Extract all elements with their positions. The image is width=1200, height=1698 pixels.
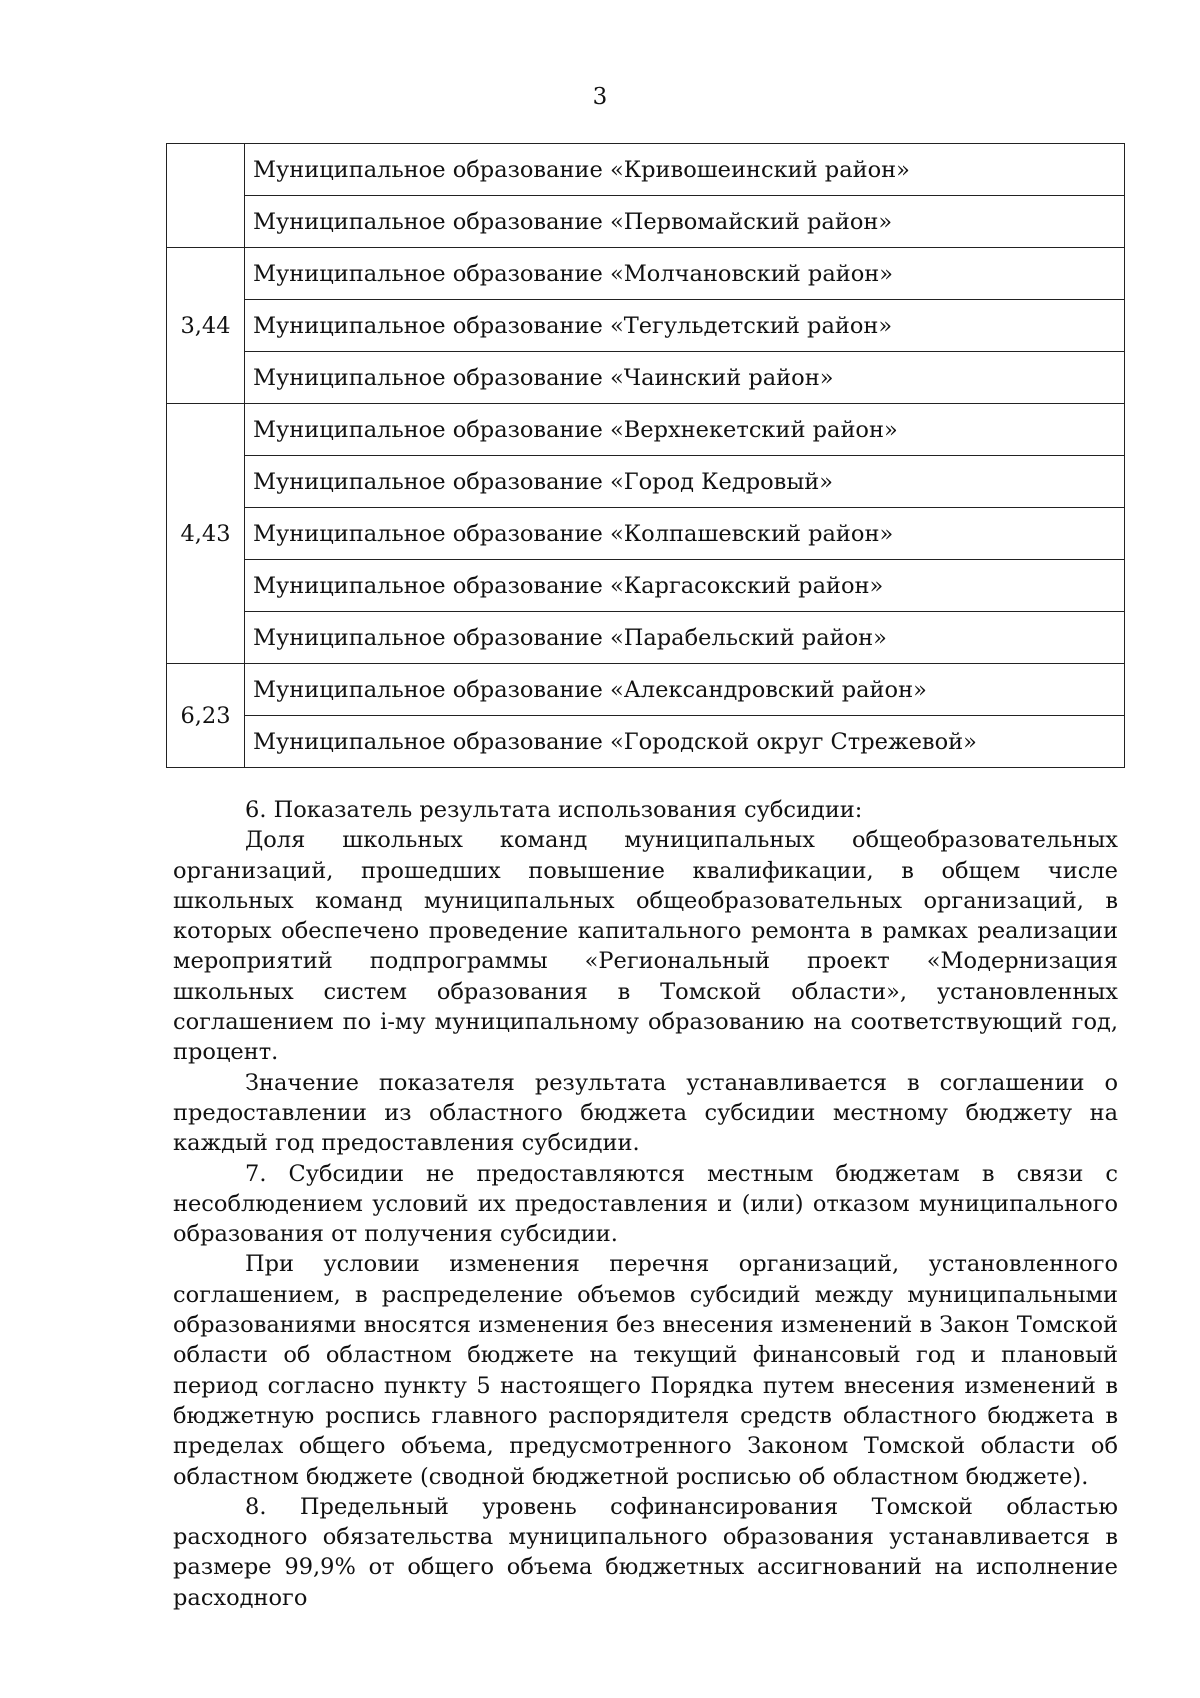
table-row [167, 612, 1125, 664]
table-row [167, 508, 1125, 560]
coefficient-cell: 3,44 [167, 248, 245, 404]
coefficient-cell: 6,23 [167, 664, 245, 768]
table-row [167, 196, 1125, 248]
table-row [167, 300, 1125, 352]
document-body [173, 795, 1118, 1613]
municipality-cell: Муниципальное образование «Город Кедровый» [245, 456, 1125, 508]
table-row [167, 352, 1125, 404]
table-row [167, 456, 1125, 508]
coefficient-cell [167, 144, 245, 248]
paragraph-7: 7. Субсидии не предоставляются местным бюджетам в связи с несоблюдением условий их предоставления и (или) отказом муниципального образования от получения субсидии. [173, 1160, 1118, 1248]
municipality-cell: Муниципальное образование «Колпашевский район» [245, 508, 1125, 560]
municipality-cell: Муниципальное образование «Парабельский район» [245, 612, 1125, 664]
municipality-cell: Муниципальное образование «Тегульдетский район» [245, 300, 1125, 352]
municipality-cell: Муниципальное образование «Молчановский район» [245, 248, 1125, 300]
table-row [167, 404, 1125, 456]
municipality-cell: Муниципальное образование «Каргасокский район» [245, 560, 1125, 612]
paragraph-list-change: При условии изменения перечня организаций, установленного соглашением, в распределение объемов субсидий между муниципальными образованиями вносятся изменения без внесения изменений в Закон Томской области об областном бюджете на текущий финансовый год и плановый период согласно пункту 5 настоящего Порядка путем внесения изменений в бюджетную роспись главного распорядителя средств областного бюджета в пределах общего объема, предусмотренного Законом Томской области об областном бюджете (сводной бюджетной росписью об областном бюджете). [173, 1251, 1118, 1490]
table-row [167, 144, 1125, 196]
table-row [167, 716, 1125, 768]
paragraph-8: 8. Предельный уровень софинансирования Томской областью расходного обязательства муниципального образования устанавливается в размере 99,9% от общего объема бюджетных ассигнований на исполнение расходного [173, 1493, 1118, 1611]
coefficient-cell: 4,43 [167, 404, 245, 664]
page-number: 3 [592, 84, 608, 110]
municipality-cell: Муниципальное образование «Чаинский район» [245, 352, 1125, 404]
municipality-cell: Муниципальное образование «Кривошеинский район» [245, 144, 1125, 196]
municipality-cell: Муниципальное образование «Городской округ Стрежевой» [245, 716, 1125, 768]
table-row [167, 248, 1125, 300]
table-row [167, 664, 1125, 716]
municipality-cell: Муниципальное образование «Первомайский район» [245, 196, 1125, 248]
municipality-cell: Муниципальное образование «Верхнекетский район» [245, 404, 1125, 456]
paragraph-indicator-definition: Доля школьных команд муниципальных общеобразовательных организаций, прошедших повышение квалификации, в общем числе школьных команд муниципальных общеобразовательных организаций, в которых обеспечено проведение капитального ремонта в рамках реализации мероприятий подпрограммы «Региональный проект «Модернизация школьных систем образования в Томской области», установленных соглашением по i-му муниципальному образованию на соответствующий год, процент. [173, 827, 1118, 1066]
paragraph-6-heading: 6. Показатель результата использования субсидии: [245, 797, 863, 823]
paragraph-indicator-value: Значение показателя результата устанавливается в соглашении о предоставлении из областного бюджета субсидии местному бюджету на каждый год предоставления субсидии. [173, 1069, 1118, 1157]
subsidy-distribution-table [166, 143, 1125, 768]
table-row [167, 560, 1125, 612]
municipality-cell: Муниципальное образование «Александровский район» [245, 664, 1125, 716]
